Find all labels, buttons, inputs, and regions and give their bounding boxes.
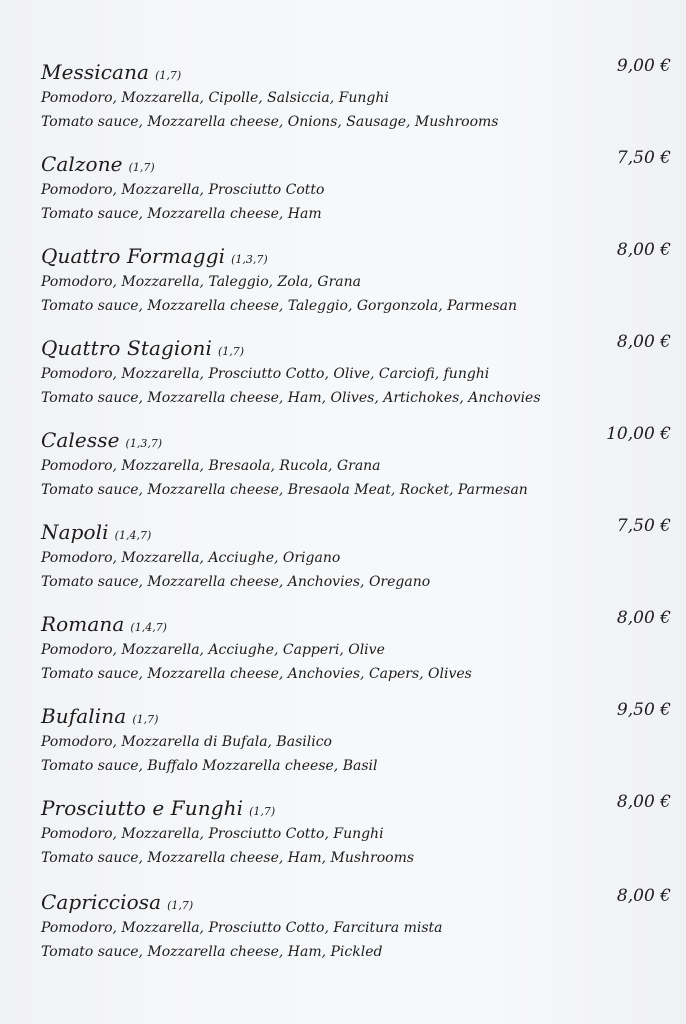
item-ingredients-it: Pomodoro, Mozzarella, Cipolle, Salsiccia, Funghi	[41, 90, 389, 106]
item-heading	[41, 796, 275, 820]
item-name: Calesse	[41, 428, 120, 452]
item-ingredients-en: Tomato sauce, Mozzarella cheese, Ham, Olives, Artichokes, Anchovies	[41, 390, 541, 406]
menu-item-capricciosa	[41, 886, 671, 980]
item-allergens: (1,4,7)	[114, 529, 152, 542]
item-allergens: (1,7)	[249, 805, 276, 818]
item-price: 8,00 €	[616, 886, 671, 906]
item-ingredients-en: Tomato sauce, Mozzarella cheese, Ham, Mushrooms	[41, 850, 415, 866]
item-allergens: (1,7)	[132, 713, 159, 726]
item-name: Capricciosa	[41, 890, 162, 914]
item-ingredients-it: Pomodoro, Mozzarella, Taleggio, Zola, Grana	[41, 274, 361, 290]
item-ingredients-en: Tomato sauce, Buffalo Mozzarella cheese, Basil	[41, 758, 378, 774]
menu-item-napoli	[41, 516, 671, 610]
item-ingredients-en: Tomato sauce, Mozzarella cheese, Ham	[41, 206, 322, 222]
item-ingredients-en: Tomato sauce, Mozzarella cheese, Bresaola Meat, Rocket, Parmesan	[41, 482, 528, 498]
menu-item-calesse	[41, 424, 671, 518]
item-heading	[41, 520, 151, 544]
item-allergens: (1,7)	[155, 69, 182, 82]
item-ingredients-it: Pomodoro, Mozzarella, Prosciutto Cotto, Olive, Carciofi, funghi	[41, 366, 490, 382]
item-allergens: (1,3,7)	[125, 437, 163, 450]
item-allergens: (1,7)	[128, 161, 155, 174]
item-price: 8,00 €	[616, 240, 671, 260]
item-name: Napoli	[41, 520, 109, 544]
item-ingredients-en: Tomato sauce, Mozzarella cheese, Ham, Pickled	[41, 944, 383, 960]
item-heading	[41, 152, 155, 176]
item-ingredients-it: Pomodoro, Mozzarella, Bresaola, Rucola, Grana	[41, 458, 381, 474]
item-heading	[41, 244, 268, 268]
menu-item-prosciutto-e-funghi	[41, 792, 671, 886]
item-ingredients-it: Pomodoro, Mozzarella, Acciughe, Origano	[41, 550, 341, 566]
item-price: 8,00 €	[616, 332, 671, 352]
item-allergens: (1,7)	[167, 899, 194, 912]
menu-item-bufalina	[41, 700, 671, 794]
item-ingredients-en: Tomato sauce, Mozzarella cheese, Taleggio, Gorgonzola, Parmesan	[41, 298, 518, 314]
item-ingredients-it: Pomodoro, Mozzarella di Bufala, Basilico	[41, 734, 332, 750]
item-name: Bufalina	[41, 704, 127, 728]
item-heading	[41, 704, 158, 728]
item-price: 7,50 €	[616, 516, 671, 536]
item-name: Quattro Formaggi	[41, 244, 226, 268]
item-heading	[41, 336, 244, 360]
item-name: Calzone	[41, 152, 123, 176]
item-ingredients-en: Tomato sauce, Mozzarella cheese, Anchovies, Capers, Olives	[41, 666, 472, 682]
item-ingredients-it: Pomodoro, Mozzarella, Prosciutto Cotto	[41, 182, 325, 198]
menu-item-quattro-stagioni	[41, 332, 671, 426]
item-heading	[41, 890, 193, 914]
item-name: Messicana	[41, 60, 150, 84]
item-price: 8,00 €	[616, 792, 671, 812]
item-ingredients-en: Tomato sauce, Mozzarella cheese, Anchovies, Oregano	[41, 574, 431, 590]
item-price: 9,00 €	[616, 56, 671, 76]
item-price: 9,50 €	[616, 700, 671, 720]
item-price: 8,00 €	[616, 608, 671, 628]
item-allergens: (1,4,7)	[130, 621, 167, 634]
menu-item-romana	[41, 608, 671, 702]
item-ingredients-it: Pomodoro, Mozzarella, Prosciutto Cotto, Farcitura mista	[41, 920, 443, 936]
item-heading	[41, 612, 167, 636]
item-name: Quattro Stagioni	[41, 336, 213, 360]
item-ingredients-it: Pomodoro, Mozzarella, Acciughe, Capperi, Olive	[41, 642, 385, 658]
menu-item-calzone	[41, 148, 671, 242]
menu-item-messicana	[41, 56, 671, 150]
item-name: Prosciutto e Funghi	[41, 796, 244, 820]
item-allergens: (1,3,7)	[231, 253, 268, 266]
item-heading	[41, 428, 162, 452]
item-price: 10,00 €	[606, 424, 671, 444]
item-heading	[41, 60, 181, 84]
menu-item-quattro-formaggi	[41, 240, 671, 334]
item-price: 7,50 €	[616, 148, 671, 168]
item-ingredients-en: Tomato sauce, Mozzarella cheese, Onions, Sausage, Mushrooms	[41, 114, 499, 130]
item-name: Romana	[41, 612, 125, 636]
item-ingredients-it: Pomodoro, Mozzarella, Prosciutto Cotto, Funghi	[41, 826, 384, 842]
item-allergens: (1,7)	[218, 345, 245, 358]
